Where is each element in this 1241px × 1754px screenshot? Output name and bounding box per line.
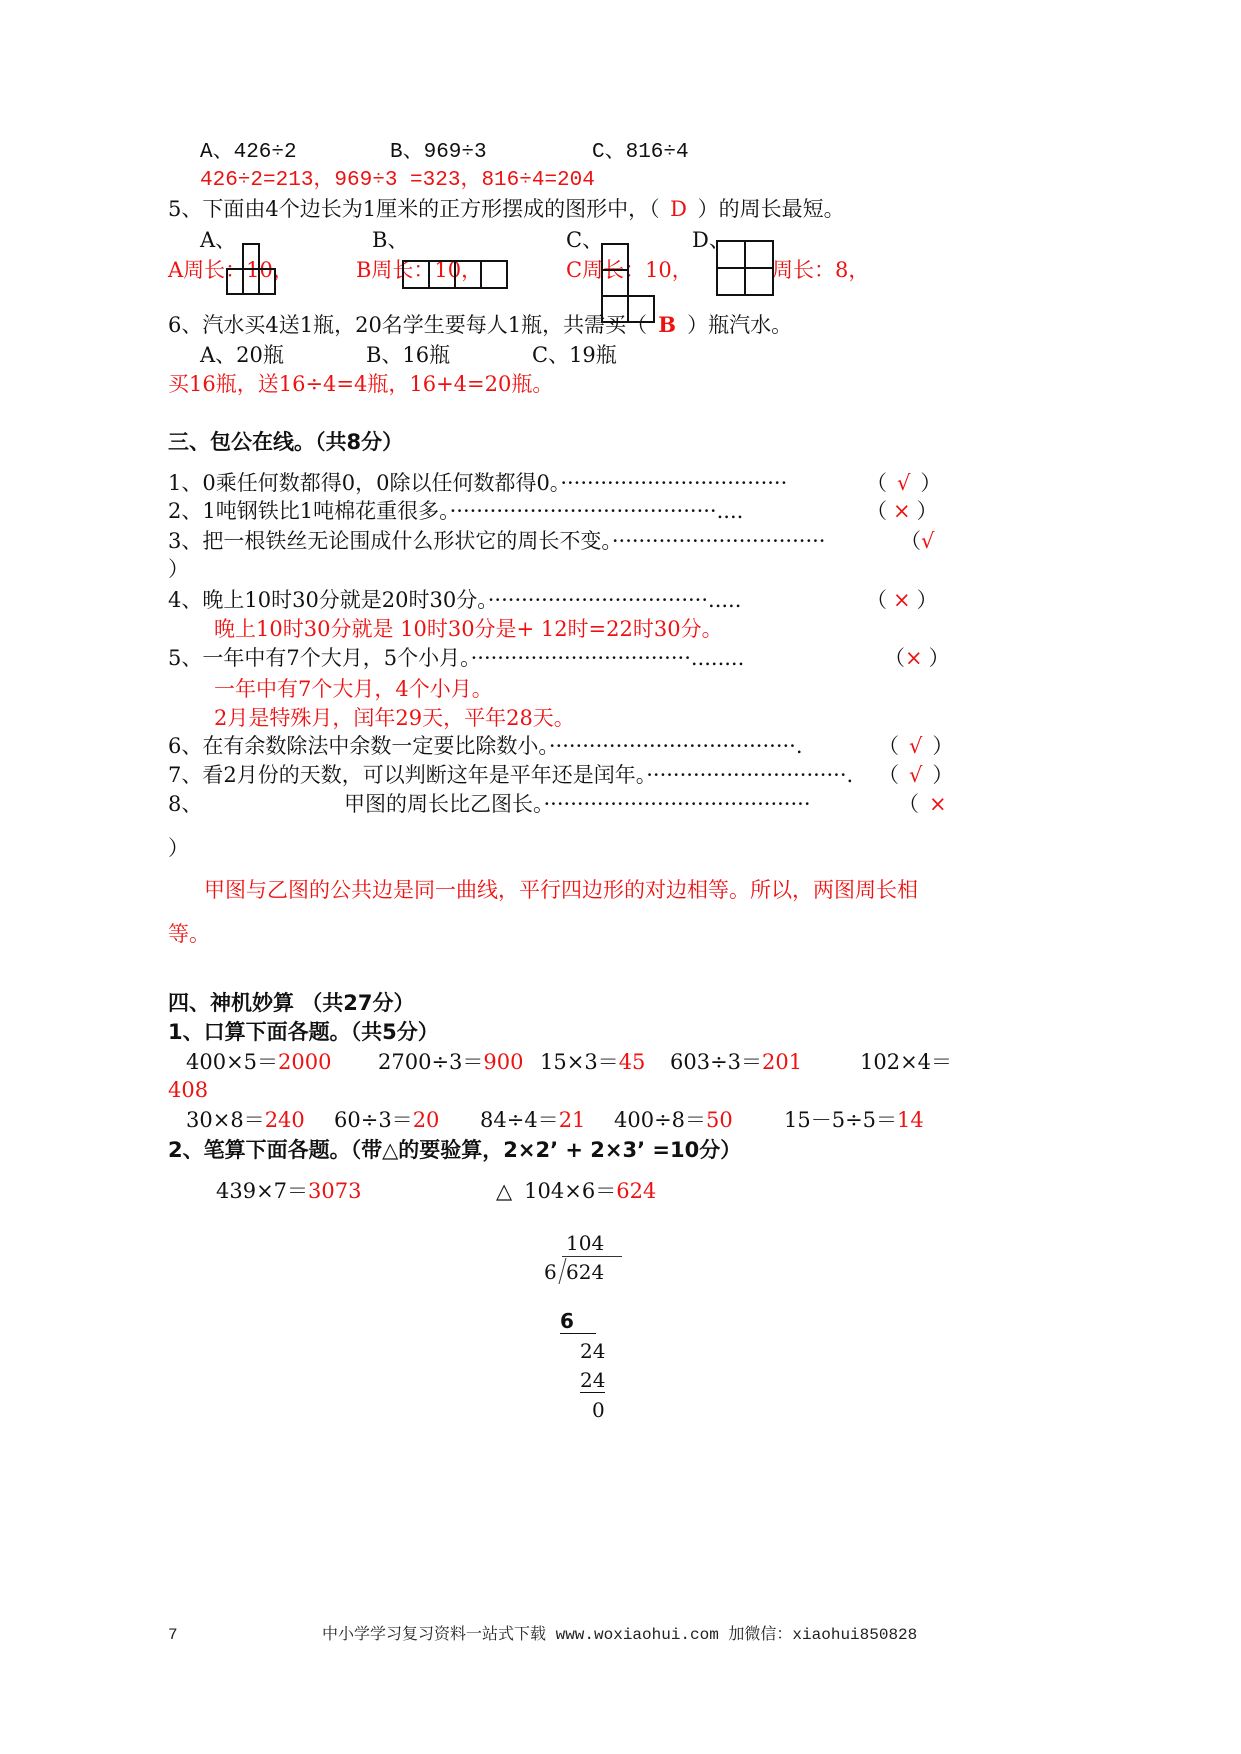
- figure-b-line-shape: [402, 260, 512, 290]
- expression: 15－5÷5＝: [784, 1108, 898, 1132]
- item-text: 3、把一根铁丝无论围成什么形状它的周长不变。: [168, 529, 612, 553]
- q5-option-b-perimeter: B周长：10，: [356, 258, 483, 282]
- expression: 30×8＝: [186, 1108, 265, 1132]
- ld-step1: [560, 1307, 596, 1335]
- q4-answer-note: 426÷2=213，969÷3 =323，816÷4=204: [200, 169, 595, 192]
- paren-close: ）: [920, 471, 942, 495]
- answer: 900: [483, 1050, 524, 1074]
- paren-close: ）: [916, 588, 938, 612]
- section3-title: 三、包公在线。（共8分）: [168, 430, 404, 454]
- leader-dots: ·································.....: [487, 588, 742, 612]
- paren-open: （: [866, 499, 887, 523]
- ld-step1-value: 6: [560, 1309, 596, 1334]
- paren-open: （: [866, 471, 887, 495]
- oral-calc-4: [670, 1048, 802, 1076]
- item-text: 甲图的周长比乙图长。: [344, 792, 544, 816]
- written-calc-1: [216, 1177, 362, 1205]
- judgement-item-3-answer: [900, 527, 934, 555]
- written-calc-2: [496, 1177, 656, 1205]
- q5-option-c-label: C、: [566, 228, 604, 252]
- oral-calc-5-answer: 408: [168, 1078, 209, 1102]
- leader-dots: ·····································.: [548, 734, 803, 758]
- answer: 201: [762, 1050, 803, 1074]
- oral-calc-8: [480, 1106, 585, 1134]
- judgement-item-5-answer: [884, 644, 950, 672]
- judgement-item-8-number: 8、: [168, 792, 203, 816]
- expression: 400÷8＝: [614, 1108, 707, 1132]
- oral-calc-1: [186, 1048, 332, 1076]
- item-text: 1、0乘任何数都得0，0除以任何数都得0。: [168, 471, 561, 495]
- judgement-item-1-answer: [866, 469, 941, 497]
- q4-option-a: A、426÷2: [200, 141, 297, 164]
- oral-calc-5-expression: 102×4＝: [860, 1050, 953, 1074]
- page-number: 7: [168, 1626, 178, 1644]
- q6-answer: B: [658, 312, 677, 337]
- figure-d-square-shape: [716, 240, 776, 298]
- item8-explanation-line2: 等。: [168, 922, 210, 946]
- expression: 439×7＝: [216, 1179, 309, 1203]
- paren-close: ）: [932, 763, 954, 787]
- oral-calc-7: [334, 1106, 439, 1134]
- answer: 20: [412, 1108, 440, 1132]
- q4-option-b: B、969÷3: [390, 141, 487, 164]
- q5-option-d-perimeter: 周长：8，: [772, 258, 870, 282]
- paren-close: ）: [932, 734, 954, 758]
- q6-question-post: ）瓶汽水。: [687, 313, 793, 337]
- oral-calc-9: [614, 1106, 733, 1134]
- judgement-item-4-answer: [866, 586, 938, 614]
- answer: 240: [264, 1108, 305, 1132]
- leader-dots: ·································........: [470, 646, 745, 670]
- item5-correction-line2: 2月是特殊月，闰年29天，平年28天。: [214, 706, 575, 730]
- judgement-item-5: [168, 644, 744, 672]
- q5-option-a-perimeter: A周长：10，: [168, 258, 294, 282]
- judgement-item-4: [168, 586, 741, 614]
- leader-dots: ········································....: [449, 499, 744, 523]
- section4-sub2-title: 2、笔算下面各题。（带△的要验算，2×2’ + 2×3’ =10分）: [168, 1138, 742, 1162]
- triangle-icon: △: [496, 1179, 513, 1203]
- item5-correction-line1: 一年中有7个大月，4个小月。: [214, 677, 493, 701]
- ld-remainder: 0: [592, 1398, 605, 1422]
- paren-open: （: [878, 763, 899, 787]
- section4-title: 四、神机妙算 （共27分）: [168, 991, 415, 1015]
- judgement-item-3: [168, 527, 825, 555]
- leader-dots: ································: [611, 529, 826, 553]
- item8-explanation-line1: 甲图与乙图的公共边是同一曲线，平行四边形的对边相等。所以，两图周长相: [204, 878, 918, 902]
- expression: 400×5＝: [186, 1050, 279, 1074]
- ld-quotient: 104: [566, 1231, 605, 1255]
- q5-option-a-label: A、: [200, 228, 237, 252]
- q6-question: [168, 311, 792, 339]
- answer: 3073: [308, 1179, 362, 1203]
- expression: 15×3＝: [540, 1050, 619, 1074]
- answer: 50: [706, 1108, 733, 1132]
- check-mark-icon: √: [909, 734, 923, 758]
- check-mark-icon: √: [921, 529, 935, 553]
- judgement-item-6-answer: [878, 732, 953, 760]
- oral-calc-3: [540, 1048, 645, 1076]
- item-text: 7、看2月份的天数，可以判断这年是平年还是闰年。: [168, 763, 647, 787]
- cross-mark-icon: ×: [893, 588, 911, 612]
- judgement-item-3-paren-close: ）: [168, 557, 189, 581]
- q5-option-c-perimeter: C周长：10，: [566, 258, 693, 282]
- q6-option-c: C、19瓶: [532, 343, 617, 367]
- check-mark-icon: √: [897, 471, 911, 495]
- judgement-item-2: [168, 497, 743, 525]
- q6-option-a: A、20瓶: [200, 343, 284, 367]
- q5-question: [168, 195, 845, 223]
- ld-step2: 24: [580, 1339, 606, 1363]
- q5-question-post: ）的周长最短。: [697, 197, 845, 221]
- section4-sub1-title: 1、口算下面各题。（共5分）: [168, 1020, 439, 1044]
- judgement-item-2-answer: [866, 497, 938, 525]
- cross-mark-icon: ×: [893, 499, 911, 523]
- ld-dividend: 624: [566, 1260, 605, 1284]
- q6-answer-note: 买16瓶，送16÷4=4瓶，16+4=20瓶。: [168, 372, 554, 396]
- judgement-item-7-answer: [878, 761, 953, 789]
- ld-divisor: 6: [544, 1260, 557, 1284]
- expression: 84÷4＝: [480, 1108, 559, 1132]
- item-text: 2、1吨钢铁比1吨棉花重很多。: [168, 499, 450, 523]
- paren-close: ）: [928, 646, 950, 670]
- q4-option-c: C、816÷4: [592, 141, 689, 164]
- leader-dots: ··································: [560, 471, 788, 495]
- q6-option-b: B、16瓶: [366, 343, 451, 367]
- paren-close: ）: [916, 499, 938, 523]
- q5-option-d-label: D、: [692, 228, 730, 252]
- oral-calc-6: [186, 1106, 305, 1134]
- footer-text: 中小学学习复习资料一站式下载 www.woxiaohui.com 加微信：xiaohui850828: [322, 1626, 918, 1644]
- check-mark-icon: √: [909, 763, 923, 787]
- judgement-item-7: [168, 761, 853, 789]
- oral-calc-2: [378, 1048, 524, 1076]
- q5-option-b-label: B、: [372, 228, 409, 252]
- expression: 60÷3＝: [334, 1108, 413, 1132]
- cross-mark-icon: ×: [905, 646, 923, 670]
- answer: 21: [558, 1108, 586, 1132]
- judgement-item-8-paren-close: ）: [168, 836, 189, 860]
- leader-dots: ······························.: [646, 763, 854, 787]
- item-text: 5、一年中有7个大月，5个小月。: [168, 646, 471, 670]
- ld-bar: [562, 1256, 622, 1257]
- paren-open: （: [878, 734, 899, 758]
- q6-question-pre: 6、汽水买4送1瓶，20名学生要每人1瓶，共需买（: [168, 313, 648, 337]
- item-text: 6、在有余数除法中余数一定要比除数小。: [168, 734, 549, 758]
- item-text: 4、晚上10时30分就是20时30分。: [168, 588, 488, 612]
- answer: 2000: [278, 1050, 332, 1074]
- expression: 2700÷3＝: [378, 1050, 484, 1074]
- judgement-item-8: [344, 790, 811, 818]
- expression: 603÷3＝: [670, 1050, 763, 1074]
- answer: 624: [616, 1179, 657, 1203]
- judgement-item-1: [168, 469, 787, 497]
- cross-mark-icon: ×: [929, 792, 947, 816]
- paren-open: （: [866, 588, 887, 612]
- q5-question-pre: 5、下面由4个边长为1厘米的正方形摆成的图形中，（: [168, 197, 660, 221]
- oral-calc-10: [784, 1106, 924, 1134]
- answer: 45: [618, 1050, 646, 1074]
- judgement-item-6: [168, 732, 803, 760]
- ld-step3: [580, 1366, 605, 1394]
- paren-open: （: [898, 792, 919, 816]
- ld-step3-value: 24: [580, 1368, 606, 1392]
- leader-dots: ········································: [543, 792, 811, 816]
- expression: 104×6＝: [524, 1179, 617, 1203]
- figure-a-t-shape: [226, 243, 306, 297]
- answer: 14: [897, 1108, 924, 1132]
- long-division: [540, 1225, 660, 1425]
- q5-answer: D: [670, 197, 688, 221]
- item4-correction-note: 晚上10时30分就是 10时30分是+ 12时=22时30分。: [214, 617, 723, 641]
- paren-open: （: [900, 529, 921, 553]
- judgement-item-8-answer: [898, 790, 947, 818]
- paren-open: （: [884, 646, 905, 670]
